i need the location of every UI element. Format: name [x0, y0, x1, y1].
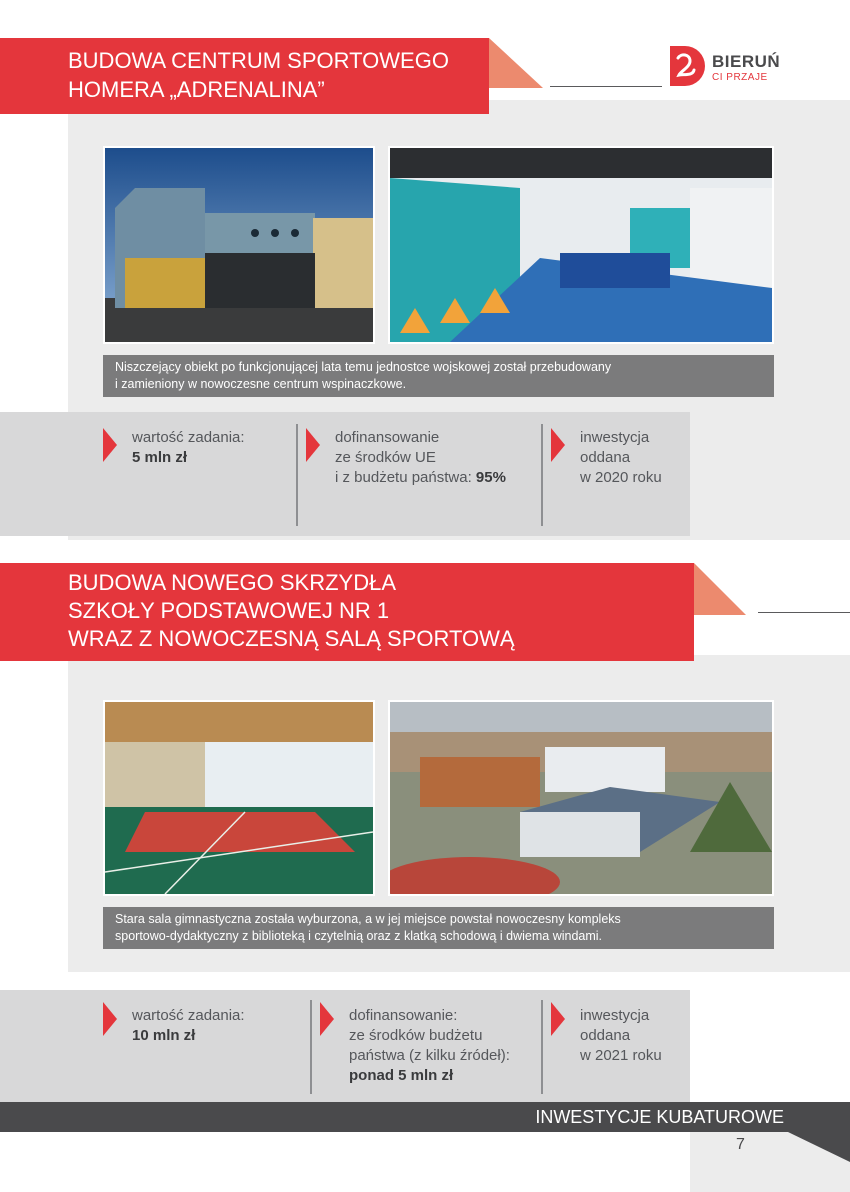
section1-title-line2: HOMERA „ADRENALINA”	[68, 77, 325, 102]
section2-task-value: wartość zadania: 10 mln zł	[132, 1007, 245, 1044]
section2-task-value-amount: 10 mln zł	[132, 1027, 196, 1044]
section2-header-rule	[758, 612, 850, 613]
section1-header-rule	[550, 86, 662, 87]
arrow-icon	[103, 1002, 117, 1036]
arrow-icon	[103, 428, 117, 462]
section2-title-line1: BUDOWA NOWEGO SKRZYDŁA	[68, 570, 397, 595]
arrow-icon	[320, 1002, 334, 1036]
logo	[668, 44, 798, 88]
section2-info-box	[0, 990, 690, 1102]
section2-caption-line2: sportowo-dydaktyczny z biblioteką i czytelnią oraz z klatką schodową i dwiema windami.	[115, 929, 603, 943]
photo-sports-hall	[103, 700, 375, 896]
section1-banner	[0, 38, 489, 114]
section2-funding: dofinansowanie: ze środków budżetu państwa (z kilku źródeł): ponad 5 mln zł	[349, 1007, 510, 1084]
section1-funding: dofinansowanie ze środków UE i z budżetu państwa: 95%	[335, 429, 506, 486]
bierun-logo-icon	[668, 44, 706, 88]
arrow-icon	[551, 1002, 565, 1036]
section1-info-box	[0, 412, 690, 536]
section2-title-line2: SZKOŁY PODSTAWOWEJ NR 1	[68, 598, 390, 623]
section2-funding-amount: ponad 5 mln zł	[349, 1067, 454, 1084]
divider	[310, 1000, 312, 1094]
section1-task-value: wartość zadania: 5 mln zł	[132, 429, 245, 466]
section1-banner-fold	[489, 38, 543, 88]
section1-caption-line2: i zamieniony w nowoczesne centrum wspinaczkowe.	[115, 377, 407, 391]
photo-sports-center-exterior	[103, 146, 375, 344]
arrow-icon	[551, 428, 565, 462]
section1-title-line1: BUDOWA CENTRUM SPORTOWEGO	[68, 48, 449, 73]
section2-caption	[103, 907, 774, 949]
divider	[296, 424, 298, 526]
section1-funding-percent: 95%	[475, 469, 506, 486]
photo-school-aerial	[388, 700, 774, 896]
divider	[541, 1000, 543, 1094]
section1-caption-line1: Niszczejący obiekt po funkcjonującej lata temu jednostce wojskowej został przebudowany	[115, 360, 612, 374]
section1-completion: inwestycja oddana w 2020 roku	[580, 429, 662, 486]
footer-section-title: INWESTYCJE KUBATUROWE	[535, 1107, 784, 1127]
section2-banner-fold	[694, 563, 746, 615]
section1-caption	[103, 355, 774, 397]
footer-corner-triangle	[788, 1132, 850, 1162]
section2-caption-line1: Stara sala gimnastyczna została wyburzona, a w jej miejsce powstał nowoczesny kompleks	[115, 912, 621, 926]
footer-bar	[0, 1102, 850, 1132]
divider	[541, 424, 543, 526]
page-number: 7	[736, 1136, 745, 1153]
section1-task-value-amount: 5 mln zł	[132, 449, 188, 466]
section2-completion: inwestycja oddana w 2021 roku	[580, 1007, 662, 1064]
arrow-icon	[306, 428, 320, 462]
logo-name: BIERUŃ	[712, 52, 781, 71]
photo-climbing-wall	[388, 146, 774, 344]
logo-tagline: CI PRZAJE	[712, 72, 768, 83]
section2-title-line3: WRAZ Z NOWOCZESNĄ SALĄ SPORTOWĄ	[68, 626, 515, 651]
section2-banner	[0, 563, 694, 661]
